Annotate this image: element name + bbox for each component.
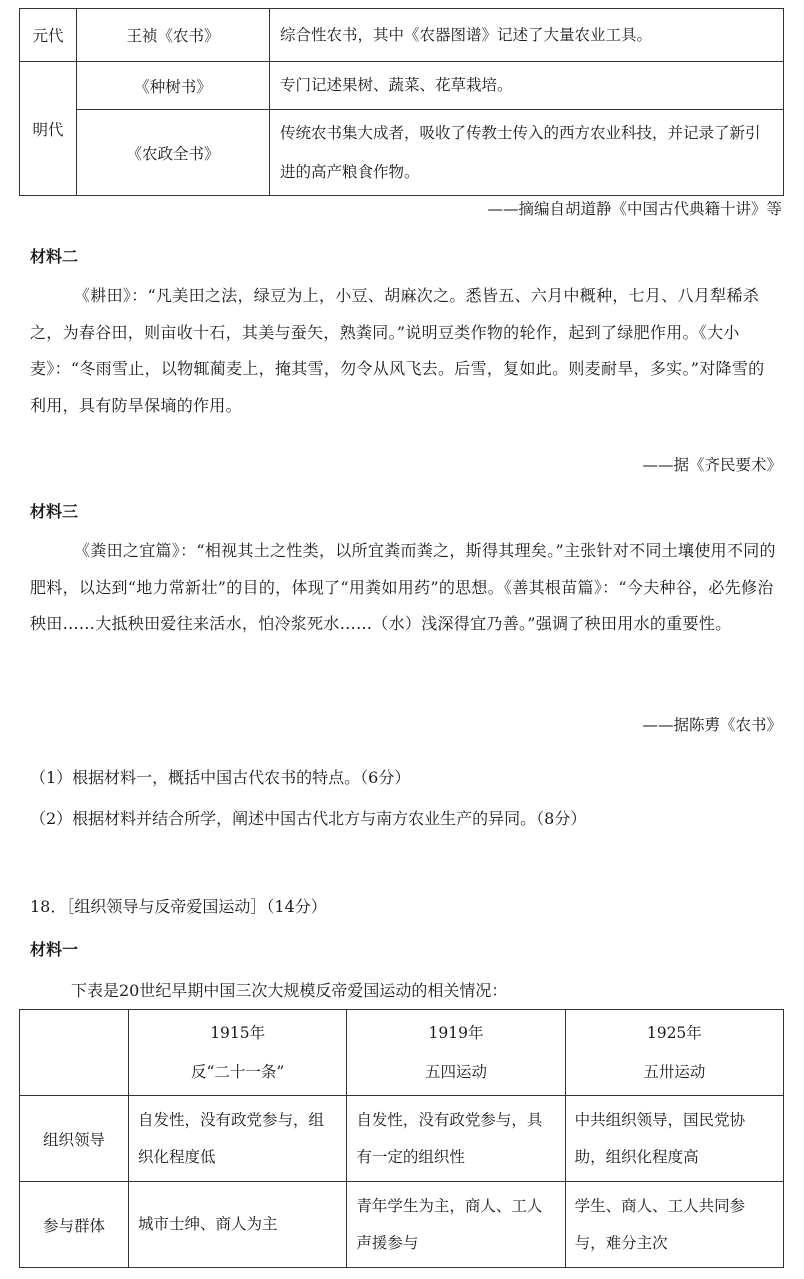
material-paragraph: 《耕田》：“凡美田之法，绿豆为上，小豆、胡麻次之。悉皆五、六月中穊种，七月、八月犁稀杀之，为春谷田，则亩收十石，其美与蚕矢，熟粪同。”说明豆类作物的轮作，起到了绿肥作用。《大小麦》：“冬雨雪止，以物辄蔺麦上，掩其雪，勿令从风飞去。后雪，复如此。则麦耐旱，多实。”对降雪的利用，具有防旱保墒的作用。 (30, 286, 765, 415)
table-intro: 下表是20世纪早期中国三次大规模反帝爱国运动的相关情况： (71, 981, 508, 1000)
table-cell: 青年学生为主，商人、工人声援参与 (347, 1182, 565, 1268)
material-heading: 材料三 (30, 502, 79, 521)
source-citation: ——摘编自胡道静《中国古代典籍十讲》等 (487, 200, 782, 218)
column-name: 五四运动 (424, 1062, 487, 1081)
source-citation: ——据《齐民要术》 (642, 456, 782, 474)
table-cell: 自发性，没有政党参与，具有一定的组织性 (347, 1096, 565, 1182)
column-header (565, 1010, 783, 1096)
question-18-title: 18．［组织领导与反帝爱国运动］（14分） (30, 897, 327, 916)
movements-table (19, 1009, 784, 1268)
agricultural-books-table (19, 8, 784, 196)
description-cell: 专门记述果树、蔬菜、花草栽培。 (270, 62, 784, 110)
description-cell: 传统农书集大成者，吸收了传教士传入的西方农业科技，并记录了新引进的高产粮食作物。 (270, 110, 784, 196)
material-heading: 材料一 (30, 940, 79, 959)
source-citation: ——据陈旉《农书》 (642, 716, 782, 734)
table-row (20, 110, 784, 196)
table-row (20, 62, 784, 110)
column-year: 1925年 (646, 1023, 702, 1042)
table-cell: 学生、商人、工人共同参与，难分主次 (565, 1182, 783, 1268)
table-cell: 自发性，没有政党参与，组织化程度低 (129, 1096, 347, 1182)
table-cell: 城市士绅、商人为主 (129, 1182, 347, 1268)
table-row (20, 1096, 784, 1182)
table-header-row (20, 1010, 784, 1096)
book-cell: 王祯《农书》 (77, 9, 270, 62)
column-header (129, 1010, 347, 1096)
table-cell: 中共组织领导，国民党协助，组织化程度高 (565, 1096, 783, 1182)
column-name: 反“二十一条” (190, 1062, 285, 1081)
book-cell: 《种树书》 (77, 62, 270, 110)
table-row (20, 1182, 784, 1268)
row-label: 组织领导 (20, 1096, 129, 1182)
column-year: 1915年 (210, 1023, 266, 1042)
row-label: 参与群体 (20, 1182, 129, 1268)
book-cell: 《农政全书》 (77, 110, 270, 196)
table-row (20, 9, 784, 62)
column-name: 五卅运动 (643, 1062, 706, 1081)
column-year: 1919年 (428, 1023, 484, 1042)
column-header (347, 1010, 565, 1096)
description-cell: 综合性农书，其中《农器图谱》记述了大量农业工具。 (270, 9, 784, 62)
material-heading: 材料二 (30, 247, 79, 266)
corner-cell (20, 1010, 129, 1096)
question-1: （1）根据材料一，概括中国古代农书的特点。（6分） (30, 768, 411, 787)
question-2: （2）根据材料并结合所学，阐述中国古代北方与南方农业生产的异同。（8分） (30, 809, 587, 828)
material-paragraph: 《粪田之宜篇》：“相视其土之性类，以所宜粪而粪之，斯得其理矣。”主张针对不同土壤使用不同的肥料，以达到“地力常新壮”的目的，体现了“用粪如用药”的思想。《善其根苗篇》：“今夫种谷，必先修治秧田……大抵秧田爱往来活水，怕冷浆死水……（水）浅深得宜乃善。”强调了秧田用水的重要性。 (30, 541, 776, 633)
era-cell: 元代 (20, 9, 77, 62)
era-cell: 明代 (20, 62, 77, 196)
